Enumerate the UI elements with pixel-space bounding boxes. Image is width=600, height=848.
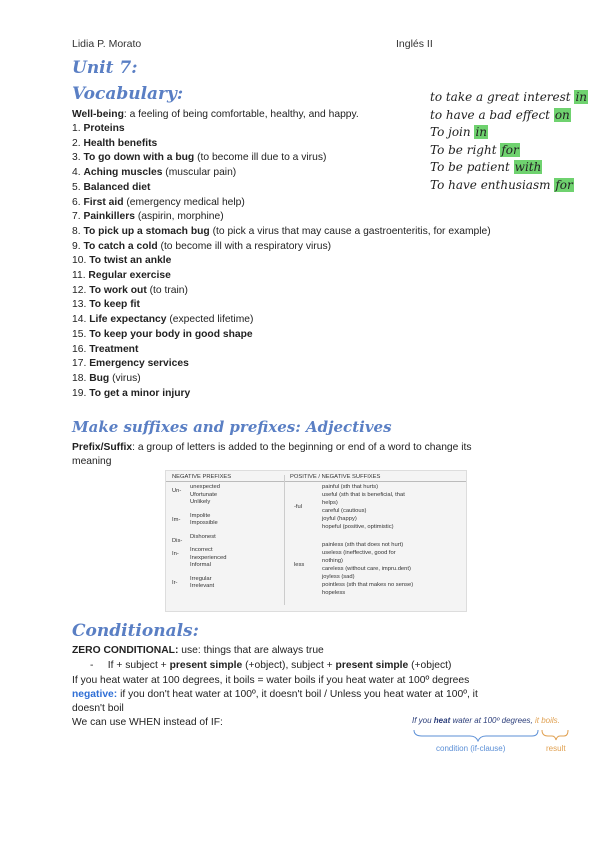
prefix-word: Inexperienced (190, 554, 227, 561)
vocab-item (72, 269, 171, 283)
vocab-term: Emergency services (89, 358, 189, 370)
vocab-item (72, 137, 157, 151)
vocab-definition: (to pick a virus that may cause a gastroenteritis, for example) (209, 225, 491, 237)
vocab-number: 5. (72, 181, 84, 193)
vocab-number: 11. (72, 270, 89, 281)
vocab-number: 13. (72, 299, 90, 311)
handnote-highlight: for (501, 142, 519, 157)
vocab-item (72, 372, 141, 386)
prefix-word: Unlikely (190, 499, 211, 505)
vocab-term: To catch a cold (83, 240, 158, 252)
suffix-word: careful (cautious) (322, 508, 367, 514)
vocab-term: To twist an ankle (89, 255, 172, 267)
vocab-number: 12. (72, 284, 90, 296)
vocab-term: To get a minor injury (89, 387, 191, 399)
handnote-text: to have a bad effect (430, 107, 554, 122)
zero-negative: negative: if you don't heat water at 100º, it doesn't boil / Unless you heat water at 100º, it (72, 689, 478, 700)
vocab-term: To work out (89, 284, 147, 296)
vocab-definition: (aspirin, morphine) (134, 211, 224, 223)
diagram-brackets (412, 728, 572, 742)
affix-definition (72, 441, 472, 455)
handnote-text: To join (430, 125, 475, 139)
suffix-word: nothing) (322, 558, 343, 564)
vocab-term: Aching muscles (83, 167, 163, 179)
affix-def: : a group of letters is added to the beginning or end of a word to change its (132, 442, 472, 453)
vocab-term: Treatment (89, 343, 139, 355)
vocab-item (72, 151, 326, 165)
vocab-item (72, 122, 125, 136)
negative-label: negative: (72, 689, 118, 700)
header-course: Inglés II (396, 38, 433, 50)
vocab-item (72, 357, 189, 371)
handnote-line (430, 125, 488, 139)
vocab-number: 9. (72, 240, 84, 252)
header-author: Lidia P. Morato (72, 38, 142, 50)
handnote-highlight: with (514, 160, 542, 174)
vocab-term: To go down with a bug (83, 152, 195, 164)
vocab-item (72, 284, 188, 298)
prefix-label: In- (172, 551, 179, 557)
vocab-number: 17. (72, 358, 90, 370)
wellbeing-definition (72, 108, 359, 122)
prefix-word: Irrelevant (190, 583, 215, 589)
suffix-word: joyful (happy) (322, 516, 357, 522)
zero-label: ZERO CONDITIONAL: (72, 645, 179, 656)
vocab-item (72, 181, 150, 195)
suffix-word: hopeless (322, 590, 346, 596)
prefix-word: Dishonest (190, 533, 216, 540)
wellbeing-term: Well-being (72, 109, 124, 120)
handnote-text: To be patient (430, 160, 514, 174)
vocab-number: 2. (72, 137, 84, 149)
suffix-word: hopeful (positive, optimistic) (322, 524, 394, 530)
vocab-number: 4. (72, 167, 84, 179)
vocab-number: 6. (72, 196, 84, 208)
vocab-number: 3. (72, 152, 84, 164)
vocab-definition: (emergency medical help) (123, 196, 245, 208)
vocab-term: Life expectancy (89, 314, 167, 326)
vocab-item (72, 298, 140, 312)
handnote-highlight: in (575, 90, 588, 104)
vocab-item (72, 254, 171, 268)
suffix-word: painless (sth that does not hurt) (322, 542, 404, 548)
suffix-word: careless (without care, impru.dent) (322, 566, 411, 572)
vocab-term: To pick up a stomach bug (83, 225, 210, 237)
vocab-number: 8. (72, 225, 84, 237)
vocab-item (72, 196, 245, 210)
prefix-word: Ufortunate (190, 491, 218, 498)
vocab-item (72, 240, 331, 254)
neg-prefix-header: NEGATIVE PREFIXES (172, 474, 232, 480)
handnote-highlight: on (554, 107, 570, 122)
prefix-word: Irregular (190, 575, 212, 582)
affix-term: Prefix/Suffix (72, 442, 133, 453)
vocab-definition: (expected lifetime) (166, 314, 254, 326)
vocab-item (72, 225, 491, 239)
vocab-item (72, 313, 253, 327)
affix-title: Make suffixes and prefixes: Adjectives (72, 418, 392, 436)
prefix-label: Im- (172, 516, 181, 523)
vocab-number: 15. (72, 328, 90, 340)
suffix-word: helps) (322, 500, 338, 506)
prefix-word: Impolite (190, 512, 211, 519)
prefix-label: Un- (172, 488, 182, 494)
vocab-number: 18. (72, 372, 90, 384)
vocab-term: Regular exercise (88, 270, 171, 281)
vocab-item (72, 328, 253, 342)
vocab-definition: (virus) (109, 372, 141, 384)
zero-negative-cont: doesn't boil (72, 703, 124, 714)
vocab-term: Proteins (83, 123, 125, 134)
vocab-number: 16. (72, 343, 90, 355)
diagram-if-clause-label: condition (if-clause) (436, 744, 506, 753)
prefix-label: Dis- (172, 537, 183, 544)
suffix-word: pointless (sth that makes no sense) (322, 582, 414, 588)
handnote-line (430, 178, 574, 192)
vocab-term: To keep fit (89, 299, 140, 311)
handnote-highlight: for (555, 177, 573, 192)
when-note: We can use WHEN instead of IF: (72, 717, 223, 728)
vocab-term: Painkillers (83, 211, 135, 223)
vocab-number: 19. (72, 387, 90, 399)
bullet-dash: - (90, 660, 108, 671)
zero-formula: - If + subject + present simple (+object), subject + present simple (+object) (90, 660, 452, 671)
prefix-word: Incorrect (190, 547, 213, 553)
handnote-highlight: in (475, 125, 488, 139)
vocab-item (72, 387, 190, 401)
vocab-definition: (to become ill due to a virus) (194, 152, 327, 164)
suffix-label: less (294, 562, 305, 568)
wellbeing-def: : a feeling of being comfortable, healthy, and happy. (123, 109, 359, 120)
vocab-number: 14. (72, 314, 90, 326)
vocabulary-title: Vocabulary: (72, 84, 184, 104)
vocab-term: Balanced diet (83, 181, 151, 193)
handnote-text: to take a great interest (430, 90, 575, 104)
vocab-definition: (muscular pain) (162, 167, 237, 179)
vocab-term: Health benefits (83, 137, 158, 149)
conditionals-title: Conditionals: (72, 621, 199, 641)
zero-example: If you heat water at 100 degrees, it boils = water boils if you heat water at 100º degrees (72, 675, 470, 686)
conditional-diagram (412, 714, 572, 756)
unit-title: Unit 7: (72, 58, 138, 78)
vocab-term: Bug (89, 372, 110, 384)
diagram-sentence: If you heat water at 100º degrees, it boils. (412, 716, 560, 725)
vocab-definition: (to train) (146, 284, 188, 296)
zero-use: use: things that are always true (178, 645, 324, 656)
vocab-item (72, 166, 236, 180)
vocab-term: To keep your body in good shape (89, 328, 253, 340)
handnote-text: To have enthusiasm (430, 177, 555, 192)
vocab-item (72, 210, 224, 224)
prefix-label: Ir- (172, 579, 178, 586)
vocab-number: 1. (72, 123, 84, 134)
vocab-definition: (to become ill with a respiratory virus) (157, 240, 332, 252)
affix-definition-cont: meaning (72, 456, 112, 467)
vocab-number: 10. (72, 255, 90, 267)
suffix-word: painful (sth that hurts) (322, 484, 379, 490)
vocab-term: First aid (83, 196, 124, 208)
prefix-word: Informal (190, 562, 211, 568)
suffix-label: -ful (294, 504, 303, 510)
handnote-line (430, 108, 571, 122)
prefix-word: unexpected (190, 484, 220, 490)
handnote-line (430, 143, 520, 157)
vocab-item (72, 343, 138, 357)
zero-conditional-line (72, 644, 324, 658)
suffix-word: useful (sth that is beneficial, that (322, 492, 405, 498)
suffix-word: useless (ineffective, good for (322, 550, 396, 556)
suffix-word: joyless (sad) (322, 574, 355, 580)
diagram-result-label: result (546, 744, 566, 753)
vocab-number: 7. (72, 211, 84, 223)
affix-table-image (165, 470, 467, 612)
prefix-word: Impossible (190, 520, 218, 526)
suffix-header: POSITIVE / NEGATIVE SUFFIXES (290, 474, 381, 480)
handnote-line (430, 160, 542, 174)
handnote-line (430, 90, 588, 104)
handnote-text: To be right (430, 142, 501, 157)
